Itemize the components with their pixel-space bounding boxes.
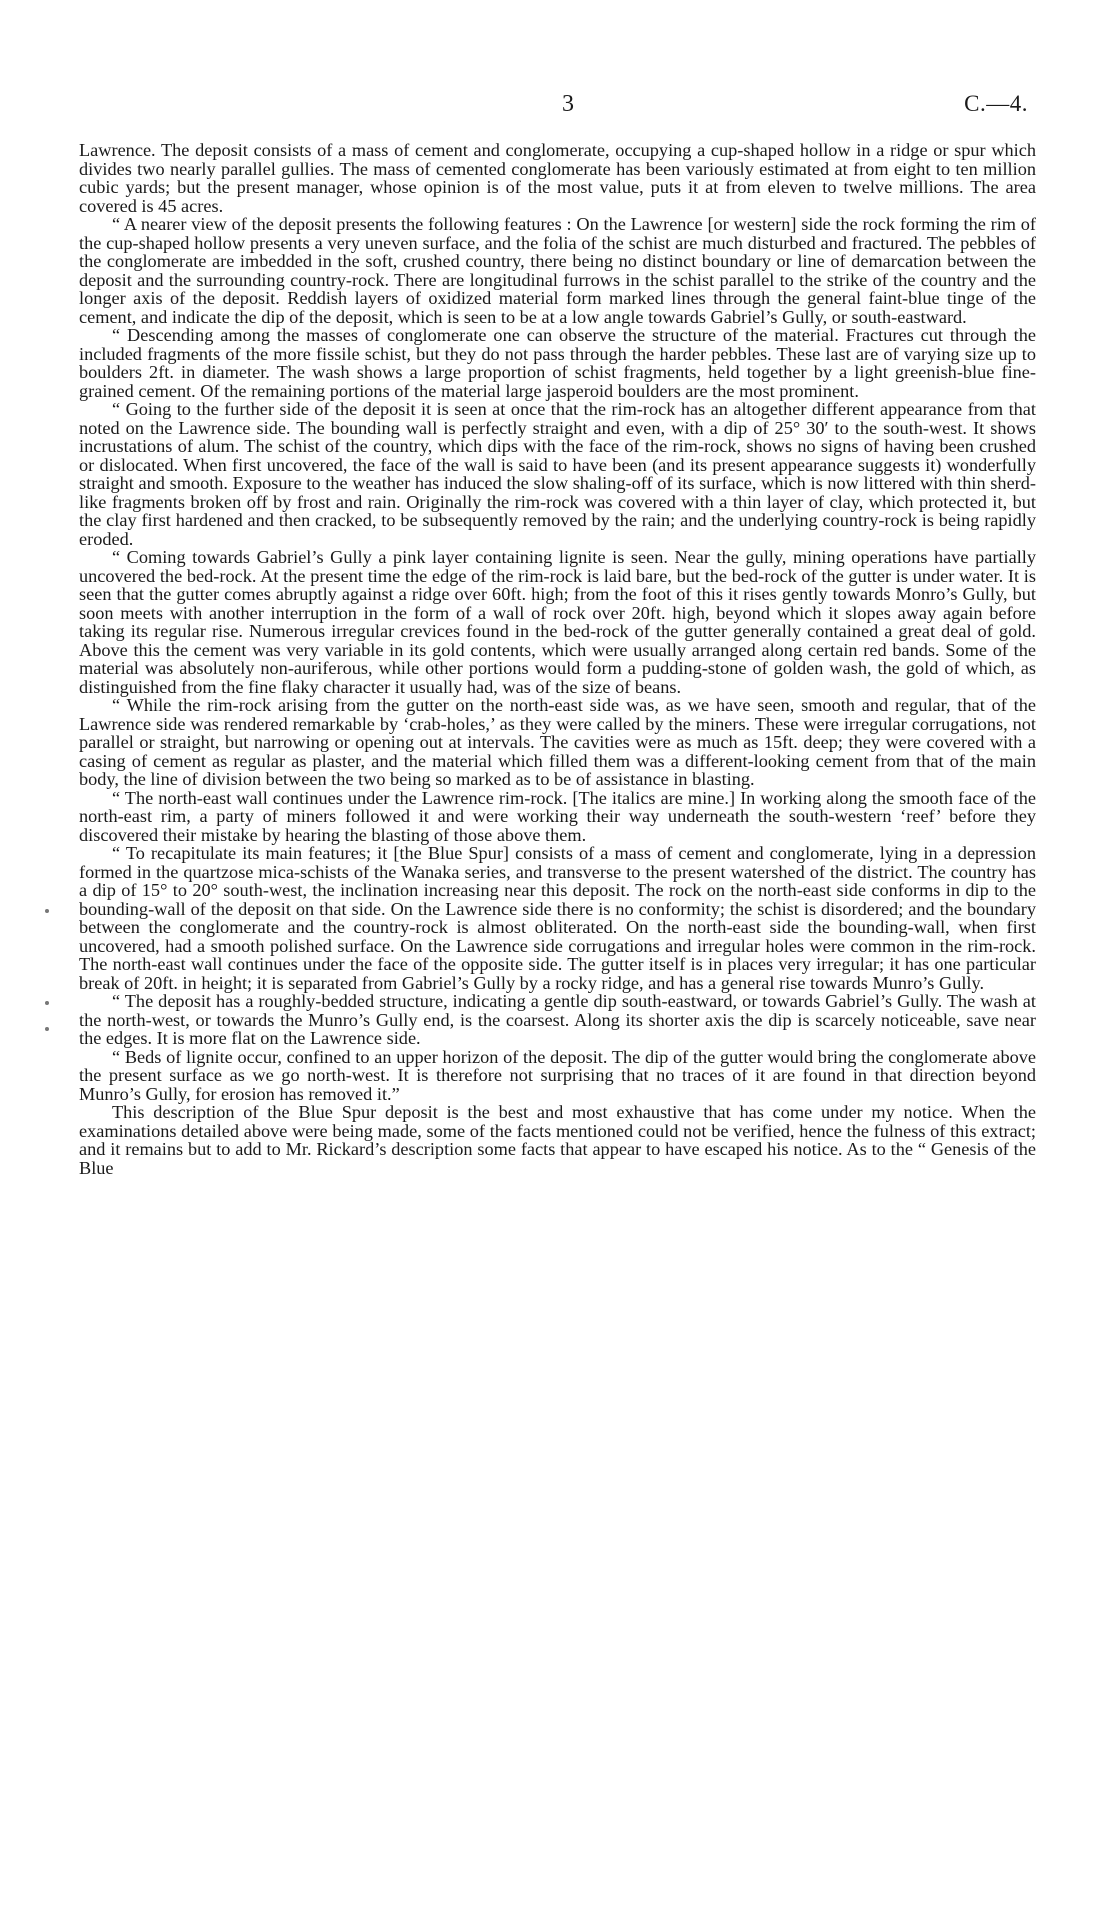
report-code: C.—4. bbox=[964, 91, 1028, 116]
paragraph: “ To recapitulate its main features; it [the Blue Spur] consists of a mass of cement and conglomerate, lying in a depression formed in the quartzose mica-schists of the Wanaka series, and transverse to the present watershed of the district. The country has a dip of 15° to 20° south-west, the inclination increasing near this deposit. The rock on the north-east side conforms in dip to the bounding-wall of the deposit on that side. On the Lawrence side there is no conformity; the schist is disordered; and the boundary between the conglomerate and the country-rock is almost obliterated. On the north-east side the bounding-wall, when first uncovered, had a smooth polished surface. On the Lawrence side corrugations and irregular holes were common in the rim-rock. The north-east wall continues under the face of the opposite side. The gutter itself is in places very irregular; it has one particular break of 20ft. in height; it is separated from Gabriel’s Gully by a rocky ridge, and has a general rise towards Munro’s Gully. bbox=[79, 843, 1036, 993]
margin-mark bbox=[45, 1001, 49, 1005]
margin-mark bbox=[45, 909, 49, 913]
paragraph: Lawrence. The deposit consists of a mass of cement and conglomerate, occupying a cup-shaped hollow in a ridge or spur which divides two nearly parallel gullies. The mass of cemented conglomerate has been variously estimated at from eight to ten million cubic yards; but the present manager, whose opinion is of the most value, puts it at from eleven to twelve millions. The area covered is 45 acres. bbox=[79, 140, 1036, 216]
paragraph: “ Going to the further side of the deposit it is seen at once that the rim-rock has an altogether different appearance from that noted on the Lawrence side. The bounding wall is perfectly straight and even, with a dip of 25° 30′ to the south-west. It shows incrustations of alum. The schist of the country, which dips with the face of the rim-rock, shows no signs of having been crushed or dislocated. When first uncovered, the face of the wall is said to have been (and its present appearance suggests it) wonderfully straight and smooth. Exposure to the weather has induced the slow shaling-off of its surface, which is now littered with thin sherd-like fragments broken off by frost and rain. Originally the rim-rock was covered with a thin layer of clay, which protected it, but the clay first hardened and then cracked, to be subsequently removed by the rain; and the underlying country-rock is being rapidly eroded. bbox=[79, 399, 1036, 549]
margin-mark bbox=[45, 1027, 49, 1031]
page-header bbox=[0, 92, 1114, 122]
paragraph: “ The north-east wall continues under the Lawrence rim-rock. [The italics are mine.] In working along the smooth face of the north-east rim, a party of miners followed it and were working their way underneath the south-western ‘reef’ before they discovered their mistake by hearing the blasting of those above them. bbox=[79, 787, 1036, 845]
paragraph: “ Beds of lignite occur, confined to an upper horizon of the deposit. The dip of the gutter would bring the conglomerate above the present surface as we go north-west. It is therefore not surprising that no traces of it are found in that direction beyond Munro’s Gully, for erosion has removed it.” bbox=[79, 1046, 1036, 1104]
paragraph: “ A nearer view of the deposit presents the following features : On the Lawrence [or western] side the rock forming the rim of the cup-shaped hollow presents a very uneven surface, and the folia of the schist are much disturbed and fractured. The pebbles of the conglomerate are imbedded in the soft, crushed country, there being no distinct boundary or line of demarcation between the deposit and the surrounding country-rock. There are longitudinal furrows in the schist parallel to the strike of the country and the longer axis of the deposit. Reddish layers of oxidized material form marked lines through the general faint-blue tinge of the cement, and indicate the dip of the deposit, which is seen to be at a low angle towards Gabriel’s Gully, or south-eastward. bbox=[79, 214, 1036, 327]
paragraph: “ Descending among the masses of conglomerate one can observe the structure of the material. Fractures cut through the included fragments of the more fissile schist, but they do not pass through the harder pebbles. These last are of varying size up to boulders 2ft. in diameter. The wash shows a large proportion of schist fragments, held together by a light greenish-blue fine-grained cement. Of the remaining portions of the material large jasperoid boulders are the most prominent. bbox=[79, 325, 1036, 401]
paragraph: This description of the Blue Spur deposit is the best and most exhaustive that has come under my notice. When the examinations detailed above were being made, some of the facts mentioned could not be verified, hence the fulness of this extract; and it remains but to add to Mr. Rickard’s description some facts that appear to have escaped his notice. As to the “ Genesis of the Blue bbox=[79, 1102, 1036, 1178]
paragraph: “ Coming towards Gabriel’s Gully a pink layer containing lignite is seen. Near the gully, mining operations have partially uncovered the bed-rock. At the present time the edge of the rim-rock is laid bare, but the bed-rock of the gutter is under water. It is seen that the gutter comes abruptly against a ridge over 60ft. high; from the foot of this it rises gently towards Monro’s Gully, but soon meets with another interruption in the form of a wall of rock over 20ft. high, beyond which it slopes away again before taking its regular rise. Numerous irregular crevices found in the bed-rock of the gutter generally contained a great deal of gold. Above this the cement was very variable in its gold contents, which were usually arranged along certain red bands. Some of the material was absolutely non-auriferous, while other portions would form a pudding-stone of golden wash, the gold of which, as distinguished from the fine flaky character it usually had, was of the size of beans. bbox=[79, 547, 1036, 697]
page-number: 3 bbox=[562, 91, 574, 117]
paragraph: “ The deposit has a roughly-bedded structure, indicating a gentle dip south-eastward, or towards Gabriel’s Gully. The wash at the north-west, or towards the Munro’s Gully end, is the coarsest. Along its shorter axis the dip is scarcely noticeable, save near the edges. It is more flat on the Lawrence side. bbox=[79, 991, 1036, 1048]
body-text bbox=[79, 141, 1036, 1177]
paragraph: “ While the rim-rock arising from the gutter on the north-east side was, as we have seen, smooth and regular, that of the Lawrence side was rendered remarkable by ‘crab-holes,’ as they were called by the miners. These were irregular corrugations, not parallel or straight, but narrowing or opening out at intervals. The cavities were as much as 15ft. deep; they were covered with a casing of cement as regular as plaster, and the material which filled them was a different-looking cement from that of the main body, the line of division between the two being so marked as to be of assistance in blasting. bbox=[79, 695, 1036, 789]
